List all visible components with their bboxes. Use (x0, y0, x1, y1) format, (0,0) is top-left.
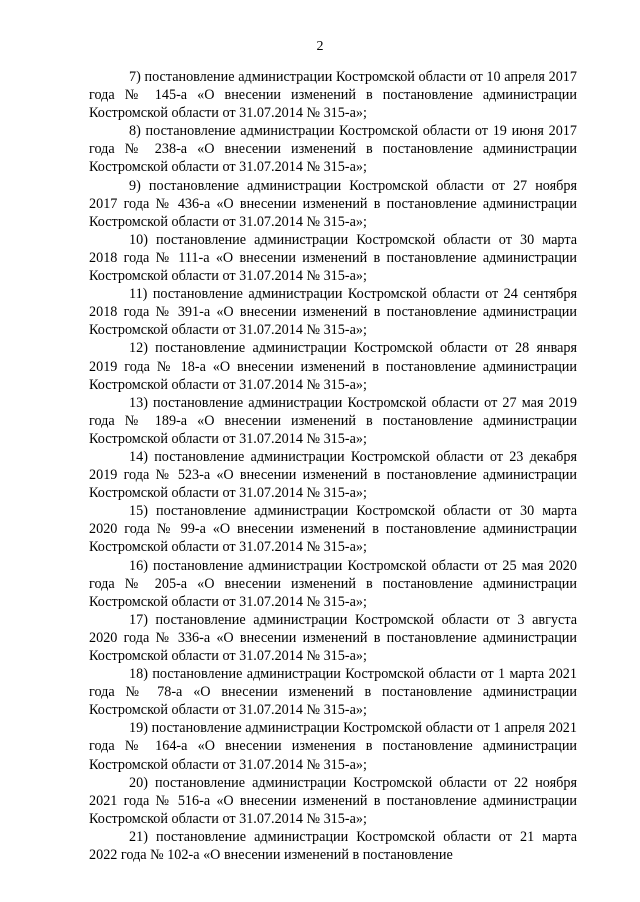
list-item: 9) постановление администрации Костромской области от 27 ноября 2017 года № 436-а «О внесении изменений в постановление администрации Костромской области от 31.07.2014 № 315-а»; (89, 177, 577, 230)
list-item: 10) постановление администрации Костромской области от 30 марта 2018 года № 111-а «О внесении изменений в постановление администрации Костромской области от 31.07.2014 № 315-а»; (89, 231, 577, 285)
document-body (89, 68, 577, 864)
page-number: 2 (316, 39, 324, 54)
list-item: 7) постановление администрации Костромской области от 10 апреля 2017 года № 145-а «О внесении изменений в постановление администрации Костромской области от 31.07.2014 № 315-а»; (89, 69, 577, 122)
list-item: 14) постановление администрации Костромской области от 23 декабря 2019 года № 523-а «О внесении изменений в постановление администрации Костромской области от 31.07.2014 № 315-а»; (89, 448, 577, 502)
list-item: 15) постановление администрации Костромской области от 30 марта 2020 года № 99-а «О внесении изменений в постановление администрации Костромской области от 31.07.2014 № 315-а»; (89, 503, 577, 556)
list-item: 19) постановление администрации Костромской области от 1 апреля 2021 года № 164-а «О внесении изменения в постановление администрации Костромской области от 31.07.2014 № 315-а»; (89, 720, 577, 773)
list-item: 18) постановление администрации Костромской области от 1 марта 2021 года № 78-а «О внесении изменений в постановление администрации Костромской области от 31.07.2014 № 315-а»; (89, 666, 577, 719)
list-item: 11) постановление администрации Костромской области от 24 сентября 2018 года № 391-а «О внесении изменений в постановление администрации Костромской области от 31.07.2014 № 315-а»; (89, 286, 577, 339)
list-item: 16) постановление администрации Костромской области от 25 мая 2020 года № 205-а «О внесении изменений в постановление администрации Костромской области от 31.07.2014 № 315-а»; (89, 557, 577, 610)
list-item: 8) постановление администрации Костромской области от 19 июня 2017 года № 238-а «О внесении изменений в постановление администрации Костромской области от 31.07.2014 № 315-а»; (89, 123, 577, 176)
list-item: 21) постановление администрации Костромской области от 21 марта 2022 года № 102-а «О внесении изменений в постановление (89, 828, 577, 864)
list-item: 17) постановление администрации Костромской области от 3 августа 2020 года № 336-а «О внесении изменений в постановление администрации Костромской области от 31.07.2014 № 315-а»; (89, 611, 577, 664)
list-item: 20) постановление администрации Костромской области от 22 ноября 2021 года № 516-а «О внесении изменений в постановление администрации Костромской области от 31.07.2014 № 315-а»; (89, 774, 577, 827)
list-item: 13) постановление администрации Костромской области от 27 мая 2019 года № 189-а «О внесении изменений в постановление администрации Костромской области от 31.07.2014 № 315-а»; (89, 394, 577, 447)
list-item: 12) постановление администрации Костромской области от 28 января 2019 года № 18-а «О внесении изменений в постановление администрации Костромской области от 31.07.2014 № 315-а»; (89, 340, 577, 393)
